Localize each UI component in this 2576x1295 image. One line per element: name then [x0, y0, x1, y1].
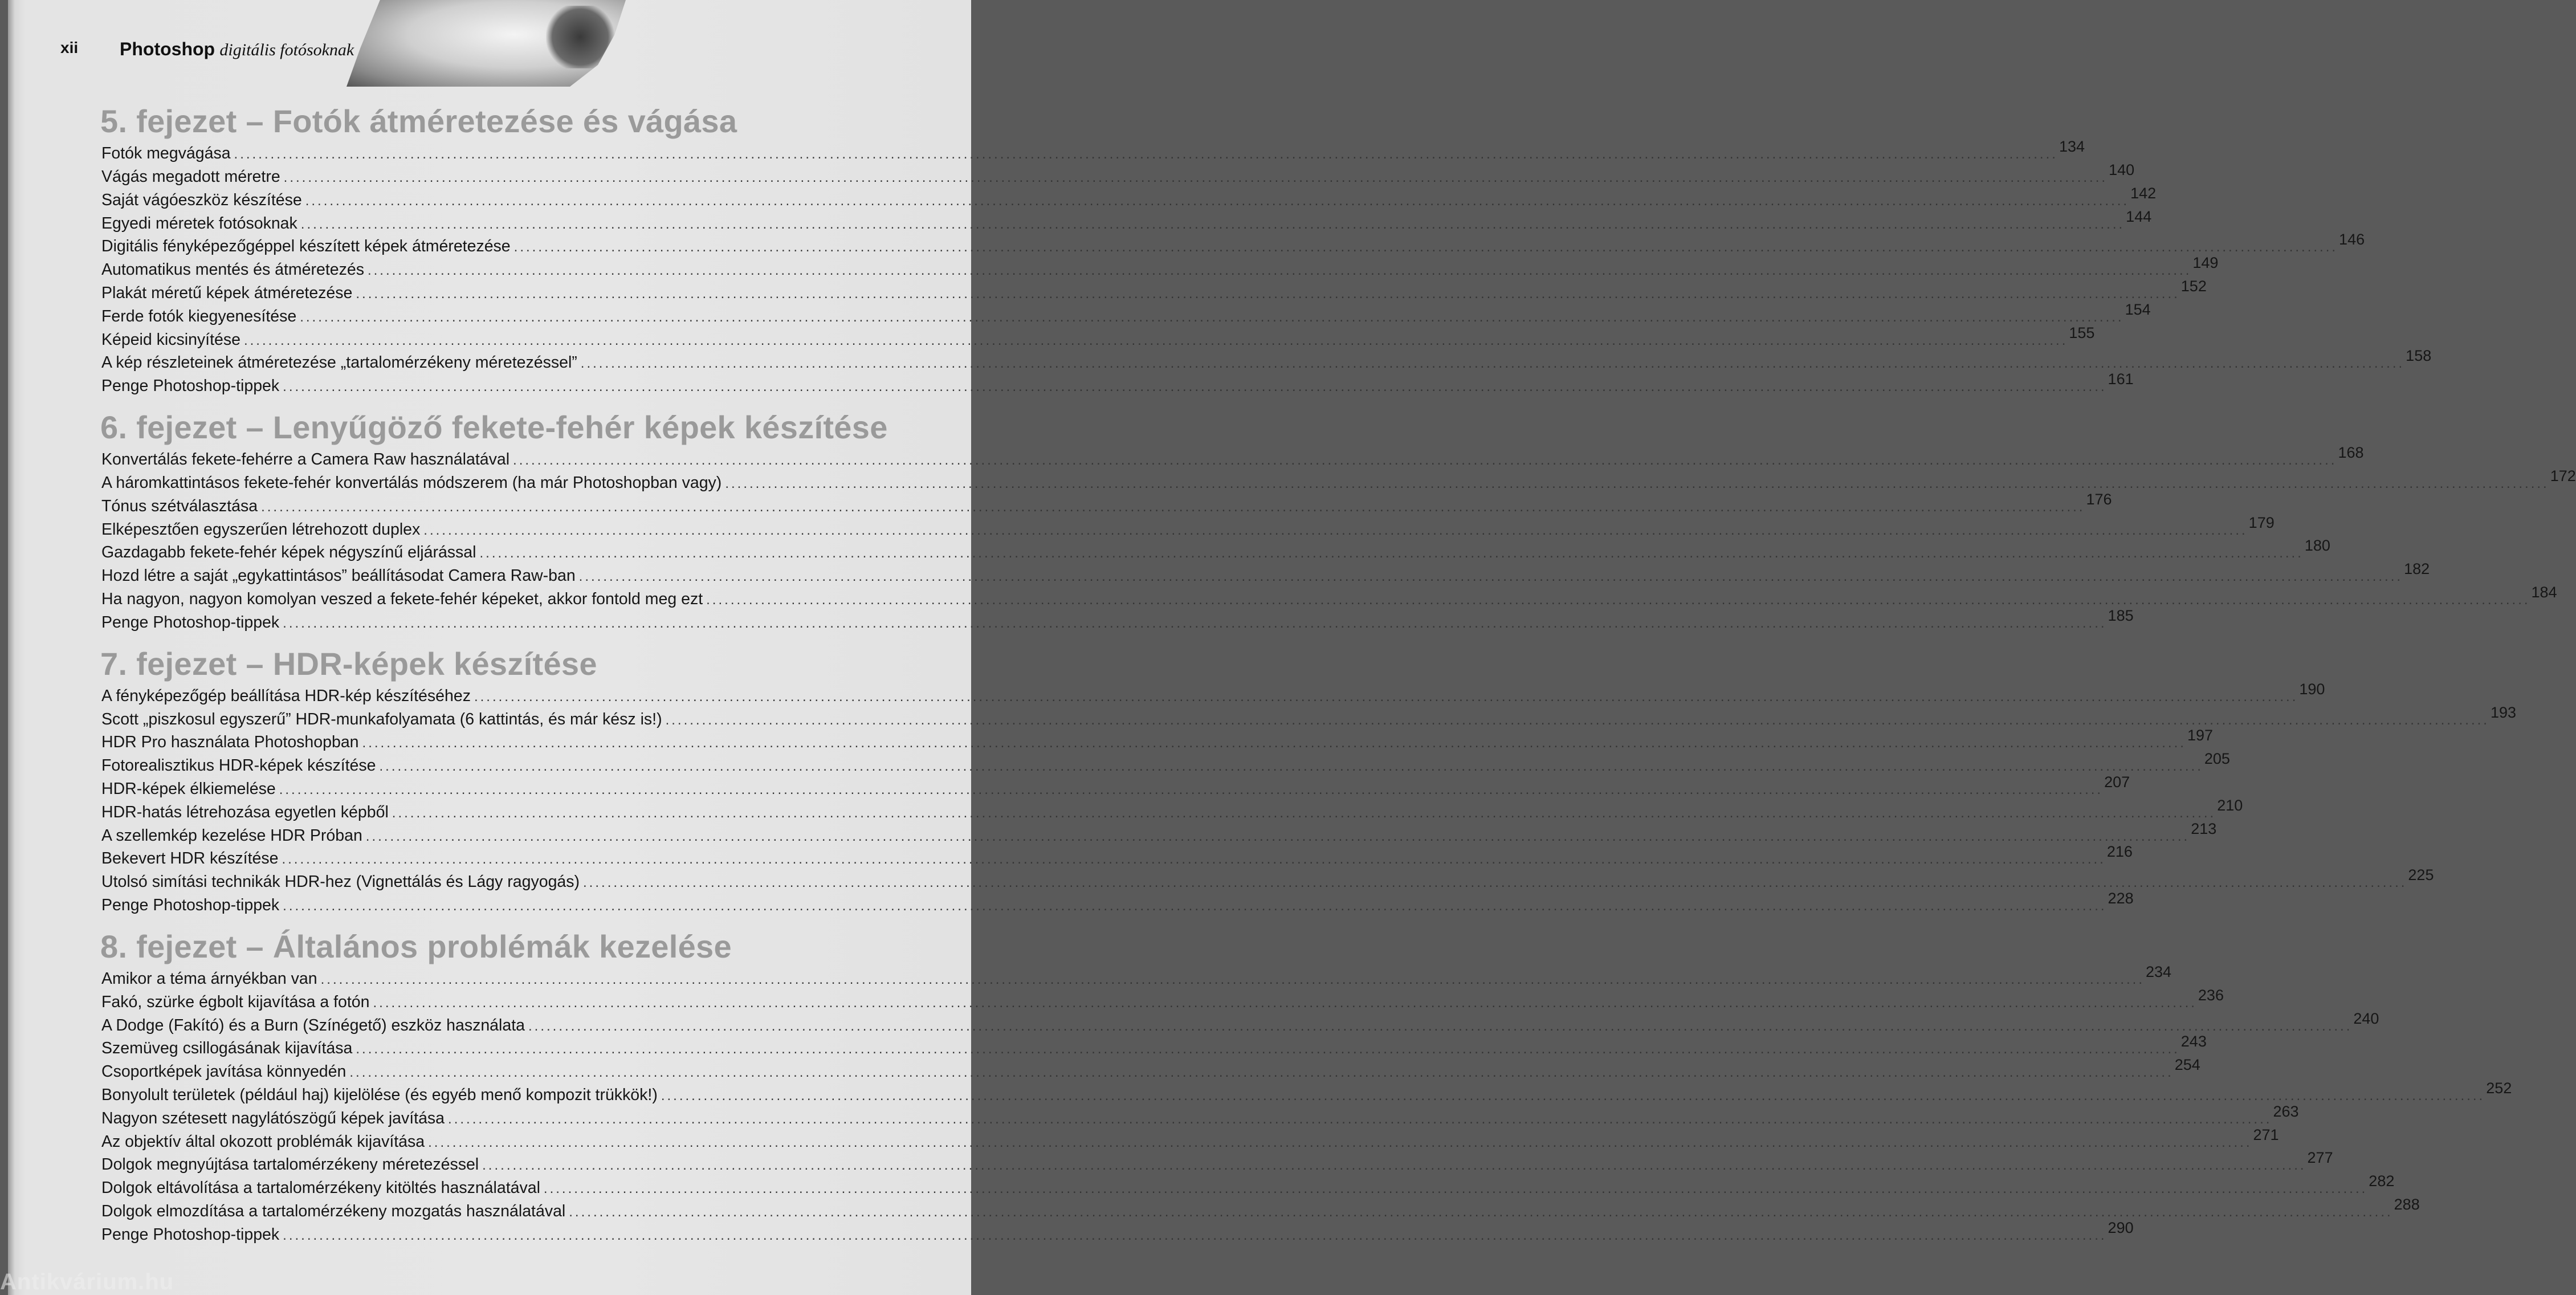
toc-entry	[101, 986, 2224, 1015]
dot-leader: ............................................................................................................................................................................................................................................................................................................	[320, 972, 2145, 988]
dot-leader: ............................................................................................................................................................................................................................................................................................................	[474, 689, 2298, 704]
toc-entry-title: A szellemkép kezelése HDR Próban	[101, 826, 362, 845]
toc-entry-title: Vágás megadott méretre	[101, 168, 280, 186]
toc-entry-title: Nagyon szétesett nagylátószögű képek javítása	[101, 1109, 445, 1127]
toc-entry	[101, 796, 2243, 825]
toc-entry-page: 154	[2125, 300, 2151, 318]
toc-entry	[101, 1009, 2379, 1038]
toc-entry-title: HDR-képek élkiemelése	[101, 780, 276, 799]
toc-entry	[101, 963, 2172, 991]
toc-entry	[101, 1056, 2200, 1084]
book-page	[8, 0, 2576, 1295]
dot-leader: ............................................................................................................................................................................................................................................................................................................	[513, 239, 2338, 255]
dot-leader: ............................................................................................................................................................................................................................................................................................................	[367, 263, 2192, 279]
dot-leader: ............................................................................................................................................................................................................................................................................................................	[479, 545, 2304, 561]
toc-entry	[101, 207, 2152, 236]
chapter-title: 6. fejezet – Lenyűgöző fekete-fehér képek készítése	[100, 409, 888, 445]
dot-leader: ............................................................................................................................................................................................................................................................................................................	[392, 805, 2216, 821]
toc-entry-page: 207	[2104, 773, 2130, 791]
toc-entry-title: Fotorealisztikus HDR-képek készítése	[101, 756, 376, 775]
dot-leader: ............................................................................................................................................................................................................................................................................................................	[283, 1227, 2107, 1243]
book-title-italic: digitális fotósoknak	[219, 40, 354, 59]
toc-entry	[101, 890, 2134, 918]
dot-leader: ............................................................................................................................................................................................................................................................................................................	[428, 1134, 2252, 1150]
header-photo	[347, 0, 626, 87]
toc-entry	[101, 1196, 2420, 1224]
toc-entry-page: 185	[2108, 606, 2134, 624]
toc-entry-page: 155	[2069, 324, 2095, 341]
toc-entry	[101, 773, 2130, 801]
chapter-section	[100, 409, 2576, 635]
toc-entry-page: 140	[2109, 161, 2135, 179]
toc-entry-page: 182	[2404, 560, 2430, 578]
table-of-contents	[100, 103, 2576, 1260]
toc-entry-page: 161	[2108, 370, 2134, 388]
dot-leader: ............................................................................................................................................................................................................................................................................................................	[356, 286, 2180, 302]
toc-entry-title: Szemüveg csillogásának kijavítása	[101, 1039, 353, 1058]
toc-entry-title: Ferde fotók kiegyenesítése	[101, 307, 297, 325]
dot-leader: ............................................................................................................................................................................................................................................................................................................	[665, 712, 2489, 728]
toc-entry	[101, 866, 2434, 894]
dot-leader: ............................................................................................................................................................................................................................................................................................................	[578, 569, 2403, 585]
toc-entry-title: Dolgok elmozdítása a tartalomérzékeny mozgatás használatával	[101, 1202, 566, 1221]
toc-entry-page: 184	[2531, 584, 2557, 601]
toc-entry-title: Bonyolult területek (például haj) kijelölése (és egyéb menő kompozit trükkök!)	[101, 1086, 658, 1105]
toc-entry	[101, 537, 2330, 565]
dot-leader: ............................................................................................................................................................................................................................................................................................................	[528, 1018, 2353, 1034]
toc-entry	[101, 1149, 2333, 1177]
dot-leader: ............................................................................................................................................................................................................................................................................................................	[283, 898, 2107, 914]
toc-entry-title: Amikor a téma árnyékban van	[101, 970, 317, 988]
chapter-title: 5. fejezet – Fotók átméretezése és vágása	[100, 103, 737, 139]
toc-entry-title: Automatikus mentés és átméretezés	[101, 260, 364, 279]
toc-entry-title: Fakó, szürke égbolt kijavítása a fotón	[101, 992, 370, 1011]
toc-entry-page: 240	[2353, 1009, 2379, 1027]
dot-leader: ............................................................................................................................................................................................................................................................................................................	[279, 782, 2104, 798]
toc-entry-page: 172	[2550, 467, 2576, 485]
toc-entry	[101, 444, 2364, 472]
toc-entry-page: 146	[2339, 231, 2365, 249]
dot-leader: ............................................................................................................................................................................................................................................................................................................	[356, 1041, 2180, 1057]
toc-entry-page: 180	[2304, 537, 2330, 555]
toc-entry-page: 263	[2273, 1102, 2299, 1120]
toc-entry	[101, 300, 2151, 329]
toc-entry	[101, 231, 2365, 259]
toc-entry-page: 179	[2248, 514, 2275, 531]
toc-entry	[101, 161, 2135, 189]
toc-entry-page: 282	[2369, 1172, 2395, 1190]
toc-entry-page: 152	[2180, 278, 2207, 295]
toc-entry	[101, 727, 2213, 755]
dot-leader: ............................................................................................................................................................................................................................................................................................................	[282, 852, 2106, 868]
toc-entry-page: 236	[2198, 986, 2224, 1004]
chapter-title: 7. fejezet – HDR-képek készítése	[100, 645, 597, 682]
toc-entry-title: Elképesztően egyszerűen létrehozott duplex	[101, 520, 421, 539]
toc-entry-title: Utolsó simítási technikák HDR-hez (Vignettálás és Lágy ragyogás)	[101, 873, 580, 891]
dot-leader: ............................................................................................................................................................................................................................................................................................................	[661, 1088, 2485, 1104]
dot-leader: ............................................................................................................................................................................................................................................................................................................	[300, 309, 2124, 325]
dot-leader: ............................................................................................................................................................................................................................................................................................................	[283, 170, 2108, 186]
toc-entry-page: 142	[2130, 184, 2157, 202]
toc-entry-page: 254	[2174, 1056, 2200, 1074]
toc-entry-page: 288	[2394, 1196, 2420, 1213]
toc-entry-title: A fényképezőgép beállítása HDR-kép készítéséhez	[101, 686, 471, 705]
toc-entry-title: Az objektív által okozott problémák kijavítása	[101, 1132, 425, 1151]
dot-leader: ............................................................................................................................................................................................................................................................................................................	[261, 499, 2085, 515]
toc-entry	[101, 347, 2432, 375]
watermark: Antikvárium.hu	[0, 1269, 174, 1294]
toc-entry-title: Gazdagabb fekete-fehér képek négyszínű eljárással	[101, 543, 476, 562]
chapter-section	[100, 928, 2512, 1247]
toc-entry	[101, 1102, 2299, 1131]
dot-leader: ............................................................................................................................................................................................................................................................................................................	[569, 1204, 2393, 1220]
toc-entry-title: A háromkattintásos fekete-fehér konvertálás módszerem (ha már Photoshopban vagy)	[101, 474, 722, 492]
toc-entry-page: 158	[2406, 347, 2432, 365]
toc-entry	[101, 1172, 2395, 1200]
dot-leader: ............................................................................................................................................................................................................................................................................................................	[362, 735, 2186, 751]
dot-leader: ............................................................................................................................................................................................................................................................................................................	[243, 332, 2068, 348]
toc-entry	[101, 490, 2112, 519]
dot-leader: ............................................................................................................................................................................................................................................................................................................	[379, 759, 2203, 775]
toc-entry-page: 205	[2204, 750, 2230, 768]
toc-entry-title: Plakát méretű képek átméretezése	[101, 284, 353, 303]
toc-entry	[101, 680, 2325, 708]
toc-entry-title: Csoportképek javítása könnyedén	[101, 1062, 347, 1081]
toc-entry	[101, 254, 2219, 282]
toc-entry	[101, 514, 2275, 542]
toc-entry	[101, 370, 2134, 398]
toc-entry	[101, 750, 2230, 778]
toc-entry-title: Konvertálás fekete-fehérre a Camera Raw használatával	[101, 450, 510, 469]
toc-entry-title: Penge Photoshop-tippek	[101, 377, 280, 396]
toc-entry-title: Scott „piszkosul egyszerű” HDR-munkafolyamata (6 kattintás, és már kész is!)	[101, 710, 662, 728]
toc-entry-title: Hozd létre a saját „egykattintásos” beállításodat Camera Raw-ban	[101, 567, 576, 585]
dot-leader: ............................................................................................................................................................................................................................................................................................................	[349, 1065, 2174, 1081]
toc-entry-title: Penge Photoshop-tippek	[101, 1225, 280, 1244]
toc-entry-page: 168	[2338, 444, 2364, 462]
toc-entry	[101, 843, 2133, 871]
dot-leader: ............................................................................................................................................................................................................................................................................................................	[283, 615, 2107, 631]
toc-entry	[101, 1219, 2134, 1247]
dot-leader: ............................................................................................................................................................................................................................................................................................................	[583, 875, 2407, 891]
toc-entry	[101, 278, 2207, 306]
toc-entry-page: 243	[2180, 1033, 2207, 1050]
dot-leader: ............................................................................................................................................................................................................................................................................................................	[725, 476, 2549, 492]
dot-leader: ............................................................................................................................................................................................................................................................................................................	[365, 828, 2190, 844]
dot-leader: ............................................................................................................................................................................................................................................................................................................	[482, 1158, 2306, 1174]
toc-entry-page: 271	[2253, 1126, 2279, 1143]
toc-entry	[101, 606, 2134, 635]
toc-entry-title: A kép részleteinek átméretezése „tartalomérzékeny méretezéssel”	[101, 353, 577, 372]
toc-entry-page: 149	[2192, 254, 2219, 272]
toc-entry-title: Képeid kicsinyítése	[101, 330, 241, 349]
toc-entry	[101, 703, 2517, 732]
toc-entry-page: 277	[2307, 1149, 2333, 1167]
dot-leader: ............................................................................................................................................................................................................................................................................................................	[706, 592, 2530, 608]
dot-leader: ............................................................................................................................................................................................................................................................................................................	[513, 453, 2337, 469]
toc-entry-title: Fotók megvágása	[101, 144, 231, 163]
toc-entry	[101, 138, 2085, 166]
dot-leader: ............................................................................................................................................................................................................................................................................................................	[305, 193, 2130, 209]
toc-entry-title: HDR-hatás létrehozása egyetlen képből	[101, 803, 389, 821]
chapter-section	[100, 103, 2432, 398]
toc-entry-title: Dolgok eltávolítása a tartalomérzékeny kitöltés használatával	[101, 1179, 540, 1198]
toc-entry	[101, 560, 2430, 588]
dot-leader: ............................................................................................................................................................................................................................................................................................................	[580, 356, 2405, 372]
book-title	[120, 39, 354, 60]
toc-entry-title: Digitális fényképezőgéppel készített képek átméretezése	[101, 237, 511, 256]
dot-leader: ............................................................................................................................................................................................................................................................................................................	[283, 379, 2107, 395]
toc-entry-title: Saját vágóeszköz készítése	[101, 190, 302, 209]
toc-entry-title: Penge Photoshop-tippek	[101, 896, 280, 915]
toc-entry-page: 252	[2486, 1080, 2512, 1097]
toc-entry-page: 190	[2299, 680, 2325, 698]
toc-entry-page: 234	[2146, 963, 2172, 981]
dot-leader: ............................................................................................................................................................................................................................................................................................................	[234, 146, 2058, 162]
toc-entry-page: 290	[2108, 1219, 2134, 1236]
toc-entry-page: 216	[2106, 843, 2133, 861]
toc-entry-title: Egyedi méretek fotósoknak	[101, 214, 297, 233]
toc-entry-title: Dolgok megnyújtása tartalomérzékeny méretezéssel	[101, 1155, 479, 1174]
toc-entry-page: 213	[2191, 820, 2217, 837]
toc-entry	[101, 820, 2217, 848]
toc-entry	[101, 584, 2557, 612]
toc-entry-title: Tónus szétválasztása	[101, 496, 258, 515]
page-number: xii	[60, 39, 79, 56]
toc-entry-page: 134	[2059, 138, 2085, 156]
toc-entry-title: A Dodge (Fakító) és a Burn (Színégető) eszköz használata	[101, 1016, 525, 1035]
toc-entry-title: Bekevert HDR készítése	[101, 849, 279, 868]
toc-entry-page: 197	[2187, 727, 2213, 744]
toc-entry	[101, 467, 2576, 495]
dot-leader: ............................................................................................................................................................................................................................................................................................................	[543, 1181, 2368, 1197]
toc-entry	[101, 1080, 2512, 1107]
toc-entry-page: 176	[2086, 490, 2112, 508]
toc-entry-page: 144	[2126, 207, 2152, 225]
toc-entry	[101, 1033, 2207, 1061]
chapter-title: 8. fejezet – Általános problémák kezelése	[100, 928, 732, 964]
toc-entry-page: 210	[2217, 796, 2243, 814]
toc-entry-title: Penge Photoshop-tippek	[101, 613, 280, 632]
dot-leader: ............................................................................................................................................................................................................................................................................................................	[373, 995, 2197, 1011]
toc-entry-page: 193	[2490, 703, 2517, 721]
toc-entry-title: HDR Pro használata Photoshopban	[101, 733, 359, 752]
chapter-section	[100, 645, 2517, 918]
dot-leader: ............................................................................................................................................................................................................................................................................................................	[448, 1111, 2272, 1127]
toc-entry-page: 228	[2108, 890, 2134, 907]
dot-leader: ............................................................................................................................................................................................................................................................................................................	[423, 522, 2248, 538]
toc-entry	[101, 1126, 2279, 1154]
toc-entry-title: Ha nagyon, nagyon komolyan veszed a fekete-fehér képeket, akkor fontold meg ezt	[101, 590, 703, 609]
toc-entry	[101, 184, 2157, 213]
toc-entry	[101, 324, 2095, 352]
dot-leader: ............................................................................................................................................................................................................................................................................................................	[300, 216, 2125, 232]
toc-entry-page: 225	[2408, 866, 2434, 884]
book-title-bold: Photoshop	[120, 39, 215, 59]
